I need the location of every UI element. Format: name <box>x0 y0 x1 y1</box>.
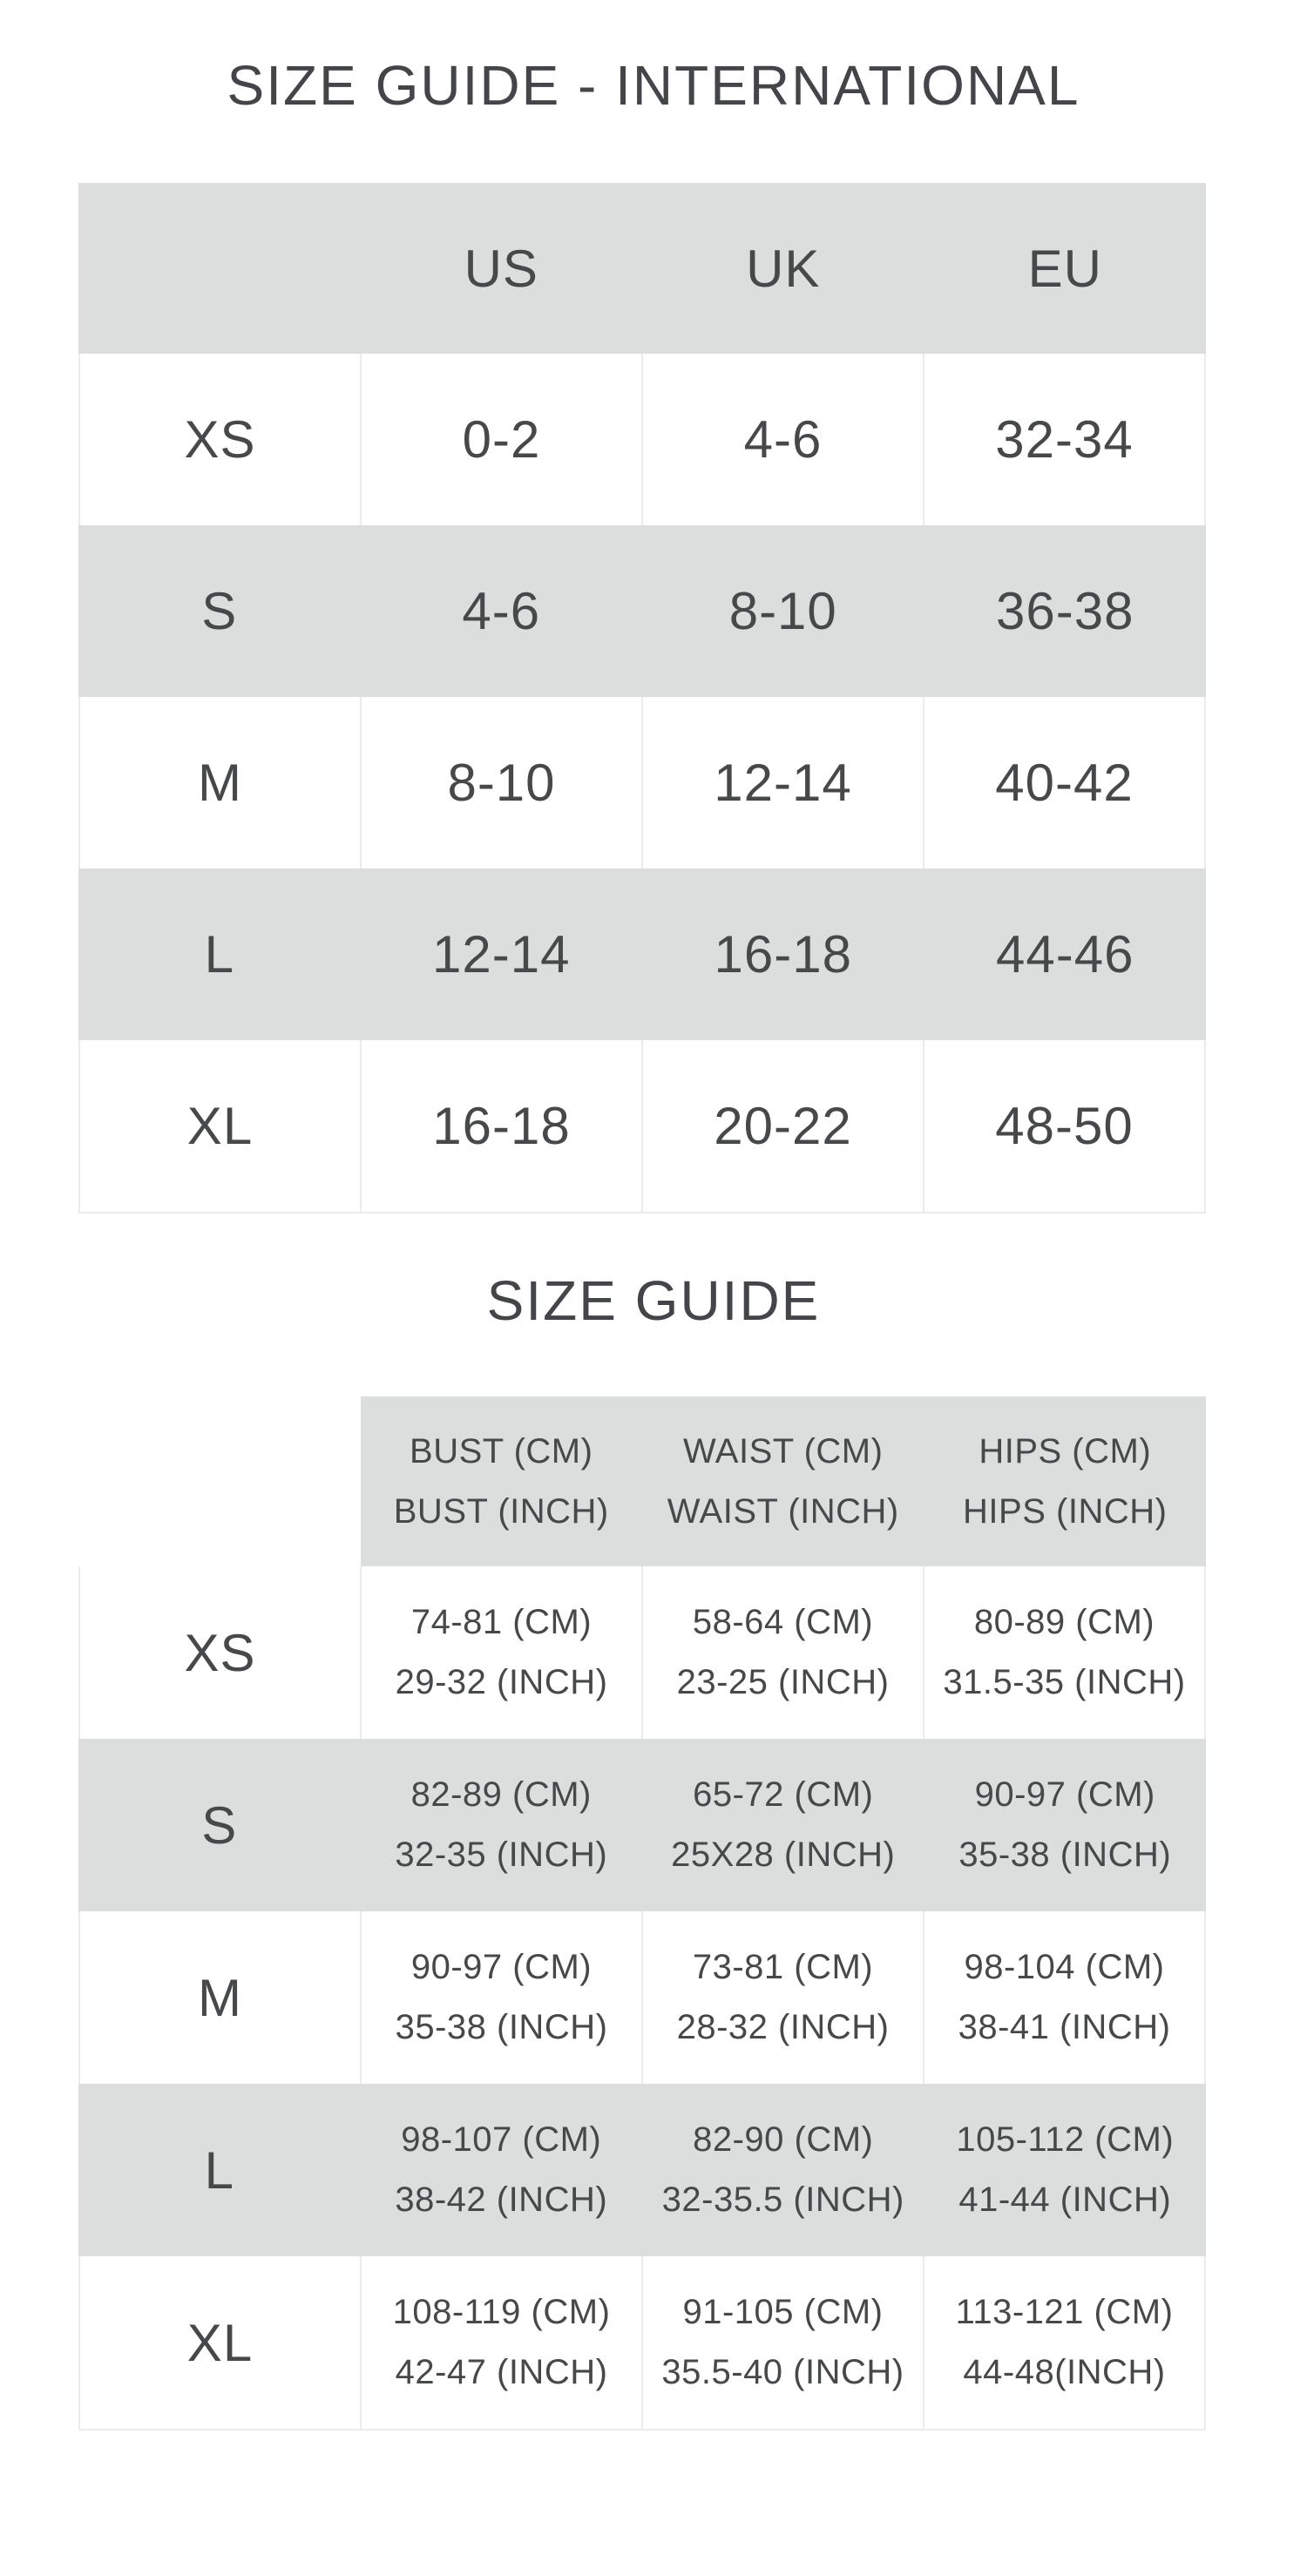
header-waist <box>642 1396 924 1566</box>
header-hips <box>924 1396 1207 1566</box>
bust-cell <box>360 2256 641 2429</box>
bust-inch-value: 32-35 (INCH) <box>395 1836 608 1874</box>
hips-cell <box>923 2256 1206 2429</box>
waist-cm-value: 58-64 (CM) <box>692 1603 874 1641</box>
bust-cell <box>361 1739 643 1911</box>
waist-cm-value: 91-105 (CM) <box>682 2293 884 2331</box>
bust-inch-value: 35-38 (INCH) <box>395 2008 608 2046</box>
size-label: L <box>204 925 234 984</box>
us-size-cell: 0-2 <box>360 354 641 525</box>
table-row-xl <box>78 2256 1206 2429</box>
international-size-table <box>78 183 1206 1214</box>
bust-cm-value: 82-89 (CM) <box>410 1775 592 1814</box>
eu-size-cell: 32-34 <box>923 354 1206 525</box>
bust-cell <box>361 2084 643 2256</box>
waist-cell <box>642 1739 924 1911</box>
bust-inch-value: 38-42 (INCH) <box>395 2180 608 2219</box>
waist-cm-value: 82-90 (CM) <box>693 2120 874 2159</box>
waist-inch-value: 23-25 (INCH) <box>676 1663 890 1701</box>
uk-size-cell: 8-10 <box>728 582 837 640</box>
size-label: M <box>78 697 360 869</box>
table-row-l <box>78 869 1206 1040</box>
hips-cm-value: 90-97 (CM) <box>974 1775 1155 1814</box>
header-uk: UK <box>746 239 821 298</box>
table-header-row <box>78 183 1206 354</box>
header-empty-cell <box>78 183 361 354</box>
uk-size-cell: 4-6 <box>641 354 923 525</box>
us-size-cell: 8-10 <box>360 697 641 869</box>
hips-cell <box>923 1911 1206 2084</box>
hips-cell <box>924 1739 1207 1911</box>
header-waist-inch: WAIST (INCH) <box>667 1491 899 1531</box>
hips-inch-value: 44-48(INCH) <box>963 2353 1166 2391</box>
us-size-cell: 4-6 <box>462 582 541 640</box>
hips-cell <box>923 1566 1206 1739</box>
page-title-international: SIZE GUIDE - INTERNATIONAL <box>227 54 1080 117</box>
size-label: XL <box>78 1040 360 1212</box>
bust-cm-value: 90-97 (CM) <box>410 1948 593 1986</box>
us-size-cell: 16-18 <box>360 1040 641 1212</box>
waist-cm-value: 73-81 (CM) <box>692 1948 874 1986</box>
size-label: L <box>204 2140 234 2200</box>
header-eu: EU <box>1027 239 1102 298</box>
waist-cell <box>641 2256 923 2429</box>
eu-size-cell: 40-42 <box>923 697 1206 869</box>
hips-cm-value: 105-112 (CM) <box>956 2120 1175 2159</box>
hips-cell <box>924 2084 1207 2256</box>
eu-size-cell: 48-50 <box>923 1040 1206 1212</box>
hips-inch-value: 31.5-35 (INCH) <box>943 1663 1186 1701</box>
hips-cm-value: 80-89 (CM) <box>973 1603 1155 1641</box>
header-hips-cm: HIPS (CM) <box>979 1431 1152 1471</box>
table-row-xs <box>78 354 1206 525</box>
size-label: XS <box>78 354 360 525</box>
size-label: XS <box>78 1566 360 1739</box>
uk-size-cell: 12-14 <box>641 697 923 869</box>
hips-inch-value: 41-44 (INCH) <box>958 2180 1172 2219</box>
header-empty-cell <box>78 1396 361 1566</box>
page-title-measurements: SIZE GUIDE <box>486 1269 821 1332</box>
us-size-cell: 12-14 <box>432 925 571 984</box>
table-header-row <box>78 1396 1206 1566</box>
header-waist-cm: WAIST (CM) <box>683 1431 884 1471</box>
header-us: US <box>464 239 538 298</box>
waist-inch-value: 32-35.5 (INCH) <box>661 2180 904 2219</box>
size-label: S <box>201 1795 238 1855</box>
hips-inch-value: 35-38 (INCH) <box>958 1836 1172 1874</box>
uk-size-cell: 20-22 <box>641 1040 923 1212</box>
bust-cell <box>360 1566 641 1739</box>
bust-cm-value: 98-107 (CM) <box>401 2120 602 2159</box>
table-row-m <box>78 697 1206 869</box>
waist-cell <box>641 1566 923 1739</box>
hips-cm-value: 113-121 (CM) <box>955 2293 1174 2331</box>
eu-size-cell: 36-38 <box>996 582 1134 640</box>
bust-inch-value: 42-47 (INCH) <box>395 2353 608 2391</box>
table-row-xl <box>78 1040 1206 1212</box>
waist-inch-value: 28-32 (INCH) <box>676 2008 890 2046</box>
header-bust-inch: BUST (INCH) <box>393 1491 609 1531</box>
header-hips-inch: HIPS (INCH) <box>963 1491 1168 1531</box>
size-label: XL <box>78 2256 360 2429</box>
waist-inch-value: 35.5-40 (INCH) <box>661 2353 904 2391</box>
waist-cell <box>641 1911 923 2084</box>
bust-cm-value: 108-119 (CM) <box>392 2293 611 2331</box>
waist-cell <box>642 2084 924 2256</box>
size-label: M <box>78 1911 360 2084</box>
uk-size-cell: 16-18 <box>714 925 852 984</box>
header-bust-cm: BUST (CM) <box>410 1431 593 1471</box>
waist-inch-value: 25X28 (INCH) <box>671 1836 896 1874</box>
waist-cm-value: 65-72 (CM) <box>693 1775 874 1814</box>
hips-cm-value: 98-104 (CM) <box>964 1948 1165 1986</box>
measurements-size-table <box>78 1396 1206 2431</box>
table-row-l <box>78 2084 1206 2256</box>
table-row-s <box>78 1739 1206 1911</box>
table-row-xs <box>78 1566 1206 1739</box>
table-row-m <box>78 1911 1206 2084</box>
header-bust <box>361 1396 643 1566</box>
bust-cell <box>360 1911 641 2084</box>
bust-cm-value: 74-81 (CM) <box>410 1603 593 1641</box>
hips-inch-value: 38-41 (INCH) <box>958 2008 1171 2046</box>
table-row-s <box>78 525 1206 697</box>
bust-inch-value: 29-32 (INCH) <box>395 1663 608 1701</box>
size-label: S <box>201 582 238 640</box>
eu-size-cell: 44-46 <box>996 925 1134 984</box>
